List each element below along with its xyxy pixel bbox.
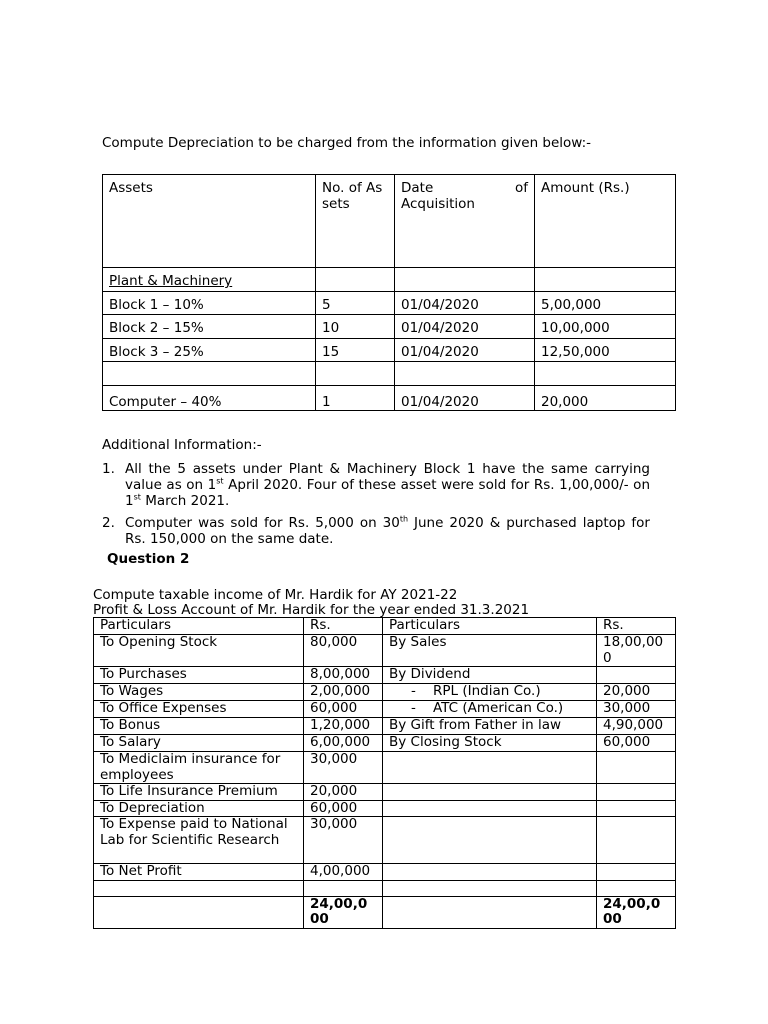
list-number: 2.: [102, 515, 115, 531]
header-assets: Assets: [103, 175, 316, 268]
list-text: Computer was sold for Rs. 5,000 on 30th June 2020 & purchased laptop for Rs. 150,000 on the same date.: [125, 514, 650, 547]
question-heading: Question 2: [107, 551, 190, 567]
cell: - ATC (American Co.): [383, 701, 597, 718]
cell: - RPL (Indian Co.): [383, 684, 597, 701]
table-header-row: [103, 175, 676, 268]
cell: To Depreciation: [94, 800, 304, 817]
cell: To Life Insurance Premium: [94, 784, 304, 801]
cell: To Bonus: [94, 718, 304, 735]
list-item: [102, 515, 650, 547]
cell: 01/04/2020: [395, 315, 535, 339]
cell: To Opening Stock: [94, 635, 304, 667]
total-debit: 24,00,000: [304, 896, 383, 928]
cell: [383, 800, 597, 817]
table-row: [94, 817, 676, 864]
cell: [597, 667, 676, 684]
table-row: [103, 291, 676, 315]
cell: To Expense paid to National Lab for Scientific Research: [94, 817, 304, 864]
total-credit: 24,00,000: [597, 896, 676, 928]
cell: By Sales: [383, 635, 597, 667]
table-row: [94, 800, 676, 817]
header-date-of-acquisition: Date of Acquisition: [395, 175, 535, 268]
depreciation-assets-table: [102, 174, 676, 411]
header-amount: Amount (Rs.): [535, 175, 676, 268]
cell: [383, 752, 597, 784]
cell: To Wages: [94, 684, 304, 701]
table-total-row: [94, 896, 676, 928]
cell: Computer – 40%: [103, 385, 316, 410]
cell: [383, 784, 597, 801]
header-particulars: Particulars: [94, 618, 304, 635]
cell: 01/04/2020: [395, 385, 535, 410]
cell: 80,000: [304, 635, 383, 667]
cell: 6,00,000: [304, 735, 383, 752]
cell: [597, 784, 676, 801]
cell: 30,000: [304, 752, 383, 784]
table-row: [94, 635, 676, 667]
table-row: [103, 338, 676, 362]
pl-title: Profit & Loss Account of Mr. Hardik for the year ended 31.3.2021: [93, 602, 530, 618]
cell: [597, 864, 676, 881]
cell: 30,000: [597, 701, 676, 718]
header-rs: Rs.: [597, 618, 676, 635]
cell: To Salary: [94, 735, 304, 752]
table-row: [94, 701, 676, 718]
cell: By Dividend: [383, 667, 597, 684]
cell: 8,00,000: [304, 667, 383, 684]
cell: To Purchases: [94, 667, 304, 684]
cell: 60,000: [304, 701, 383, 718]
header-no-of-assets: No. of Assets: [316, 175, 395, 268]
cell: Block 2 – 15%: [103, 315, 316, 339]
cell: To Office Expenses: [94, 701, 304, 718]
cell: 1,20,000: [304, 718, 383, 735]
cell: 60,000: [597, 735, 676, 752]
cell: 20,000: [535, 385, 676, 410]
table-row: [94, 667, 676, 684]
cell: 1: [316, 385, 395, 410]
cell: Block 1 – 10%: [103, 291, 316, 315]
table-row: [94, 864, 676, 881]
cell: 60,000: [304, 800, 383, 817]
cell: 2,00,000: [304, 684, 383, 701]
cell: Block 3 – 25%: [103, 338, 316, 362]
list-number: 1.: [102, 461, 115, 477]
table-row: [94, 684, 676, 701]
cell: 10,00,000: [535, 315, 676, 339]
cell: 18,00,000: [597, 635, 676, 667]
table-row: [94, 752, 676, 784]
cell: [597, 752, 676, 784]
list-item: [102, 461, 650, 509]
cell: 20,000: [597, 684, 676, 701]
header-particulars: Particulars: [383, 618, 597, 635]
table-row: [94, 735, 676, 752]
cell: 15: [316, 338, 395, 362]
table-empty-row: [94, 880, 676, 896]
cell: 30,000: [304, 817, 383, 864]
cell: 12,50,000: [535, 338, 676, 362]
intro-text: Compute Depreciation to be charged from the information given below:-: [102, 135, 592, 151]
additional-heading: Additional Information:-: [102, 437, 262, 453]
table-empty-row: [103, 362, 676, 386]
table-header-row: [94, 618, 676, 635]
header-rs: Rs.: [304, 618, 383, 635]
cell: [383, 864, 597, 881]
cell: 4,90,000: [597, 718, 676, 735]
cell: 01/04/2020: [395, 291, 535, 315]
profit-loss-table: [93, 617, 676, 929]
table-group-row: [103, 268, 676, 292]
cell: 01/04/2020: [395, 338, 535, 362]
table-row: [94, 718, 676, 735]
cell: To Mediclaim insurance for employees: [94, 752, 304, 784]
group-label: Plant & Machinery: [103, 268, 316, 292]
table-row: [103, 385, 676, 410]
cell: To Net Profit: [94, 864, 304, 881]
cell: By Gift from Father in law: [383, 718, 597, 735]
cell: 20,000: [304, 784, 383, 801]
cell: 10: [316, 315, 395, 339]
table-row: [94, 784, 676, 801]
cell: [597, 800, 676, 817]
table-row: [103, 315, 676, 339]
cell: [597, 817, 676, 864]
cell: By Closing Stock: [383, 735, 597, 752]
cell: 5: [316, 291, 395, 315]
cell: [383, 817, 597, 864]
list-text: All the 5 assets under Plant & Machinery Block 1 have the same carrying value as on 1st April 2020. Four of these asset were sold for Rs. 1,00,000/- on 1st March 2021.: [125, 461, 650, 509]
cell: 4,00,000: [304, 864, 383, 881]
cell: 5,00,000: [535, 291, 676, 315]
question-line: Compute taxable income of Mr. Hardik for AY 2021-22: [93, 587, 458, 603]
